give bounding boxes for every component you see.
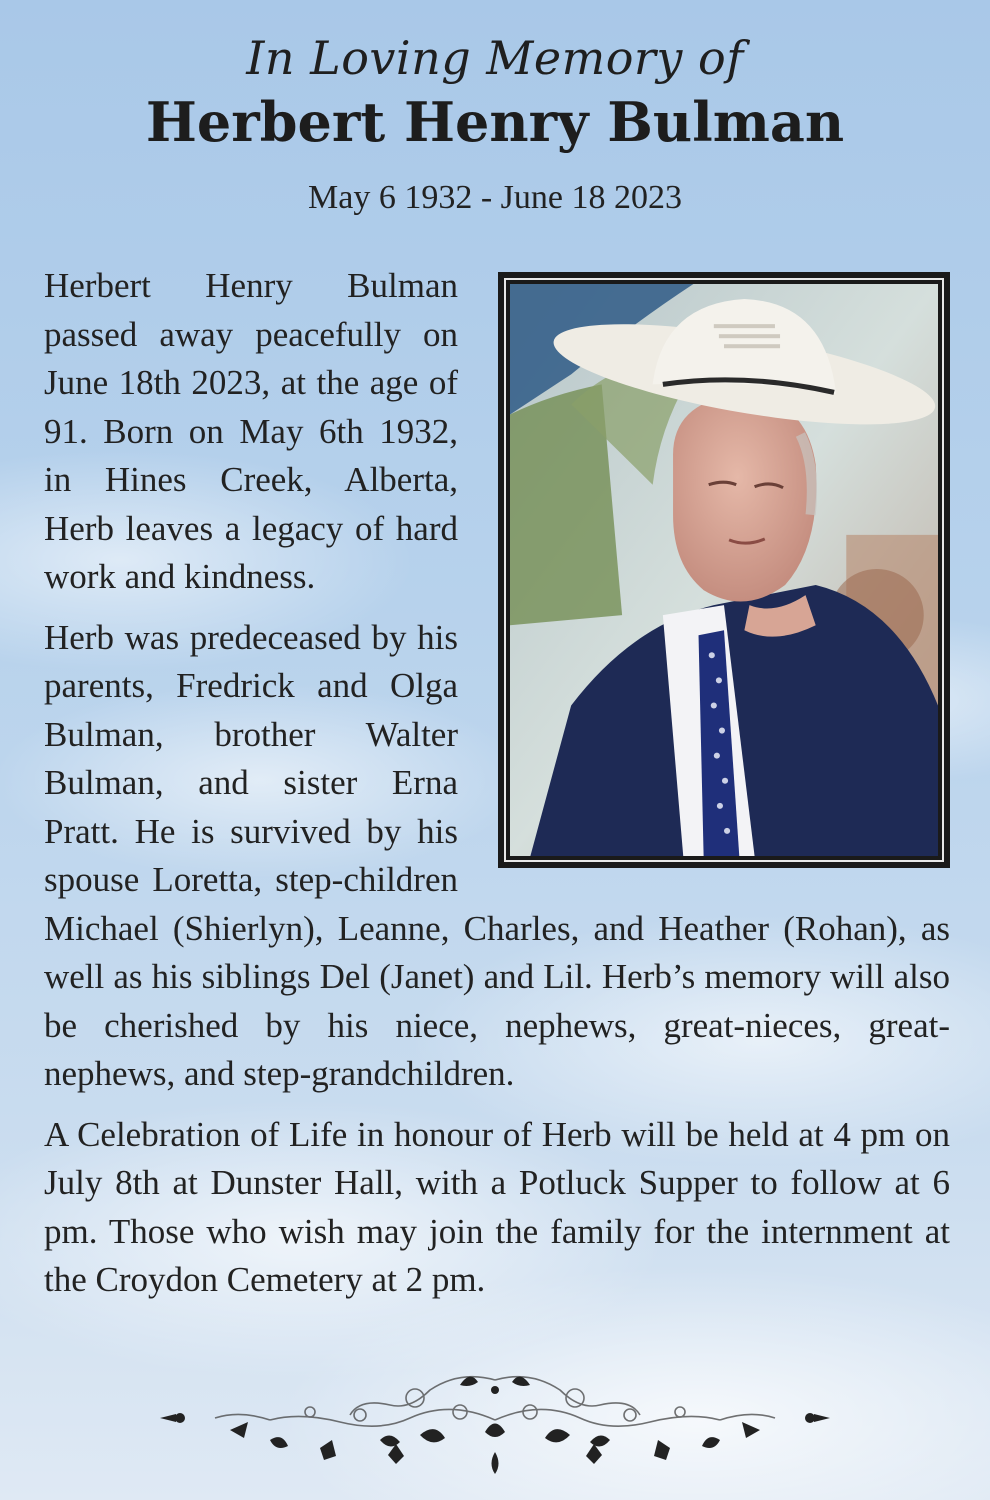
deceased-name: Herbert Henry Bulman xyxy=(145,90,845,154)
portrait-photo xyxy=(504,278,944,862)
obituary-paragraph-3: A Celebration of Life in honour of Herb will be held at 4 pm on July 8th at Dunster Hall, with a Potluck Supper to follow at 6 pm. Those who wish may join the family for the internment at the Croydon Cemetery at 2 pm. xyxy=(44,1114,950,1299)
obituary-paragraph-2: Herb was predeceased by his parents, Fredrick and Olga Bulman, brother Walter Bulman, and sister Erna Pratt. He is survived by his spouse Loretta, step-children Michael (Shierlyn), Leanne, Charles, and Heather (Rohan), as well as his siblings Del (Janet) and Lil. Herb’s memory will also be cherished by his niece, nephews, great-nieces, great-nephews, and step-grandchildren. xyxy=(44,617,950,1093)
obituary-paragraph-1: Herbert Henry Bulman passed away peacefully on June 18th 2023, at the age of 91. Born on May 6th 1932, in Hines Creek, Alberta, Herb leaves a legacy of hard work and kindness. xyxy=(44,266,458,596)
obituary-text xyxy=(44,262,950,1317)
obituary-header xyxy=(0,28,990,218)
portrait-frame xyxy=(498,272,950,868)
life-dates: May 6 1932 - June 18 2023 xyxy=(308,179,682,216)
floral-flourish-ornament xyxy=(160,1360,830,1480)
portrait-photo-icon xyxy=(510,284,938,856)
floral-flourish-icon xyxy=(160,1360,830,1480)
in-loving-memory-title: In Loving Memory of xyxy=(246,31,744,85)
